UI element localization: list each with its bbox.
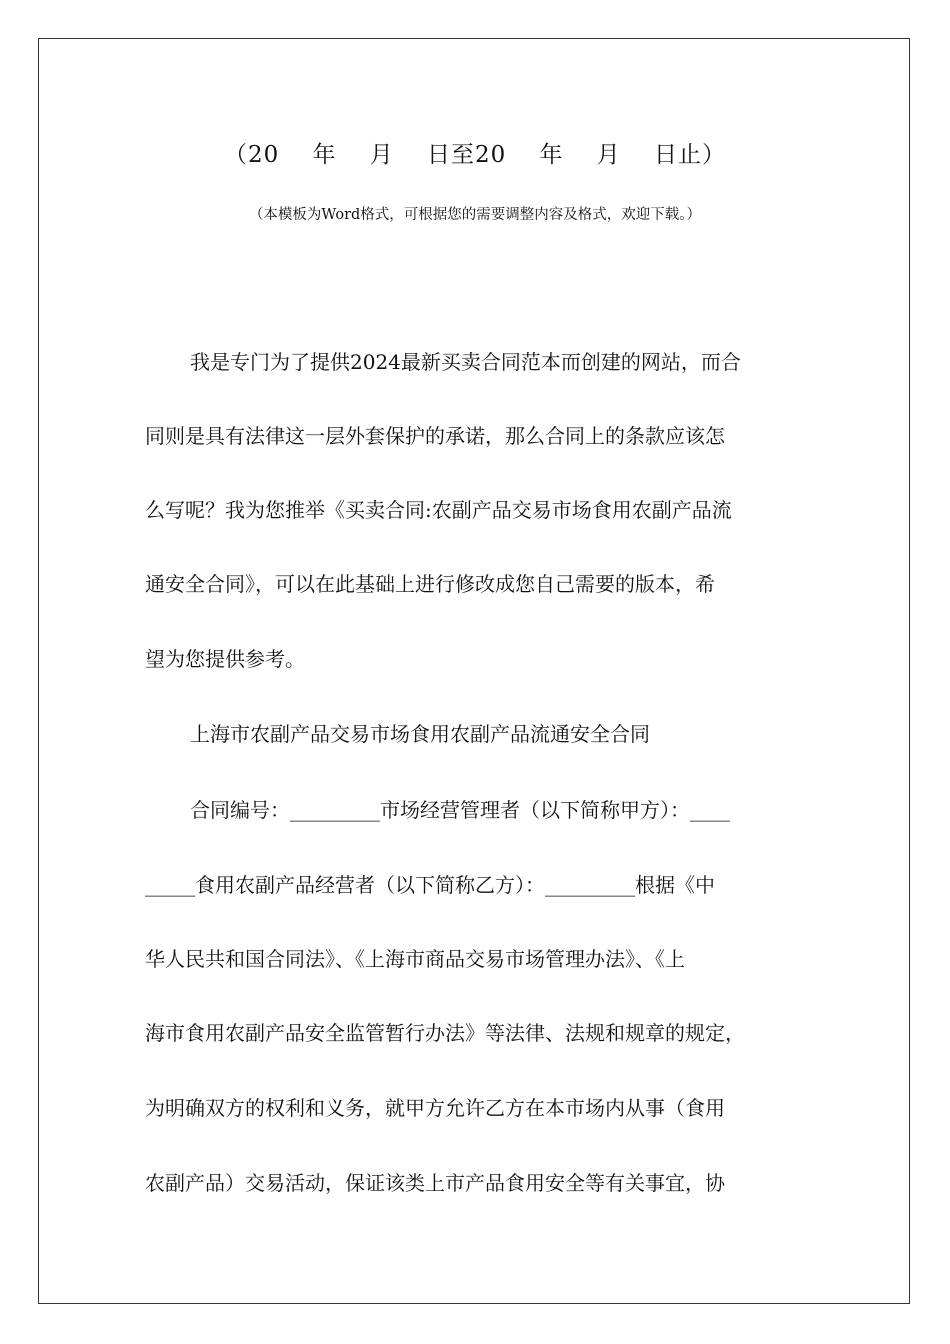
paragraph-line: 我是专门为了提供2024最新买卖合同范本而创建的网站，而合: [190, 350, 741, 374]
paragraph-line: 为明确双方的权利和义务，就甲方允许乙方在本市场内从事（食用: [145, 1096, 725, 1120]
paragraph-line: 海市食用农副产品安全监管暂行办法》等法律、法规和规章的规定，: [145, 1021, 745, 1045]
paragraph-line: 望为您提供参考。: [145, 647, 305, 671]
paragraph-line: 华人民共和国合同法》、《上海市商品交易市场管理办法》、《上: [145, 947, 685, 971]
paragraph-line: 合同编号：_________市场经营管理者（以下简称甲方）：____: [190, 798, 730, 822]
contract-period-line: （20 年 月 日至20 年 月 日止）: [224, 142, 726, 168]
paragraph-line: _____食用农副产品经营者（以下简称乙方）：_________根据《中: [145, 873, 715, 897]
paragraph-line: 么写呢？我为您推举《买卖合同:农副产品交易市场食用农副产品流: [145, 498, 732, 522]
paragraph-line: 农副产品）交易活动，保证该类上市产品食用安全等有关事宜，协: [145, 1171, 725, 1195]
contract-title: 上海市农副产品交易市场食用农副产品流通安全合同: [190, 722, 650, 746]
paragraph-line: 同则是具有法律这一层外套保护的承诺，那么合同上的条款应该怎: [145, 424, 725, 448]
paragraph-line: 通安全合同》，可以在此基础上进行修改成您自己需要的版本，希: [145, 572, 715, 596]
template-note: （本模板为Word格式，可根据您的需要调整内容及格式，欢迎下载。）: [248, 207, 702, 223]
